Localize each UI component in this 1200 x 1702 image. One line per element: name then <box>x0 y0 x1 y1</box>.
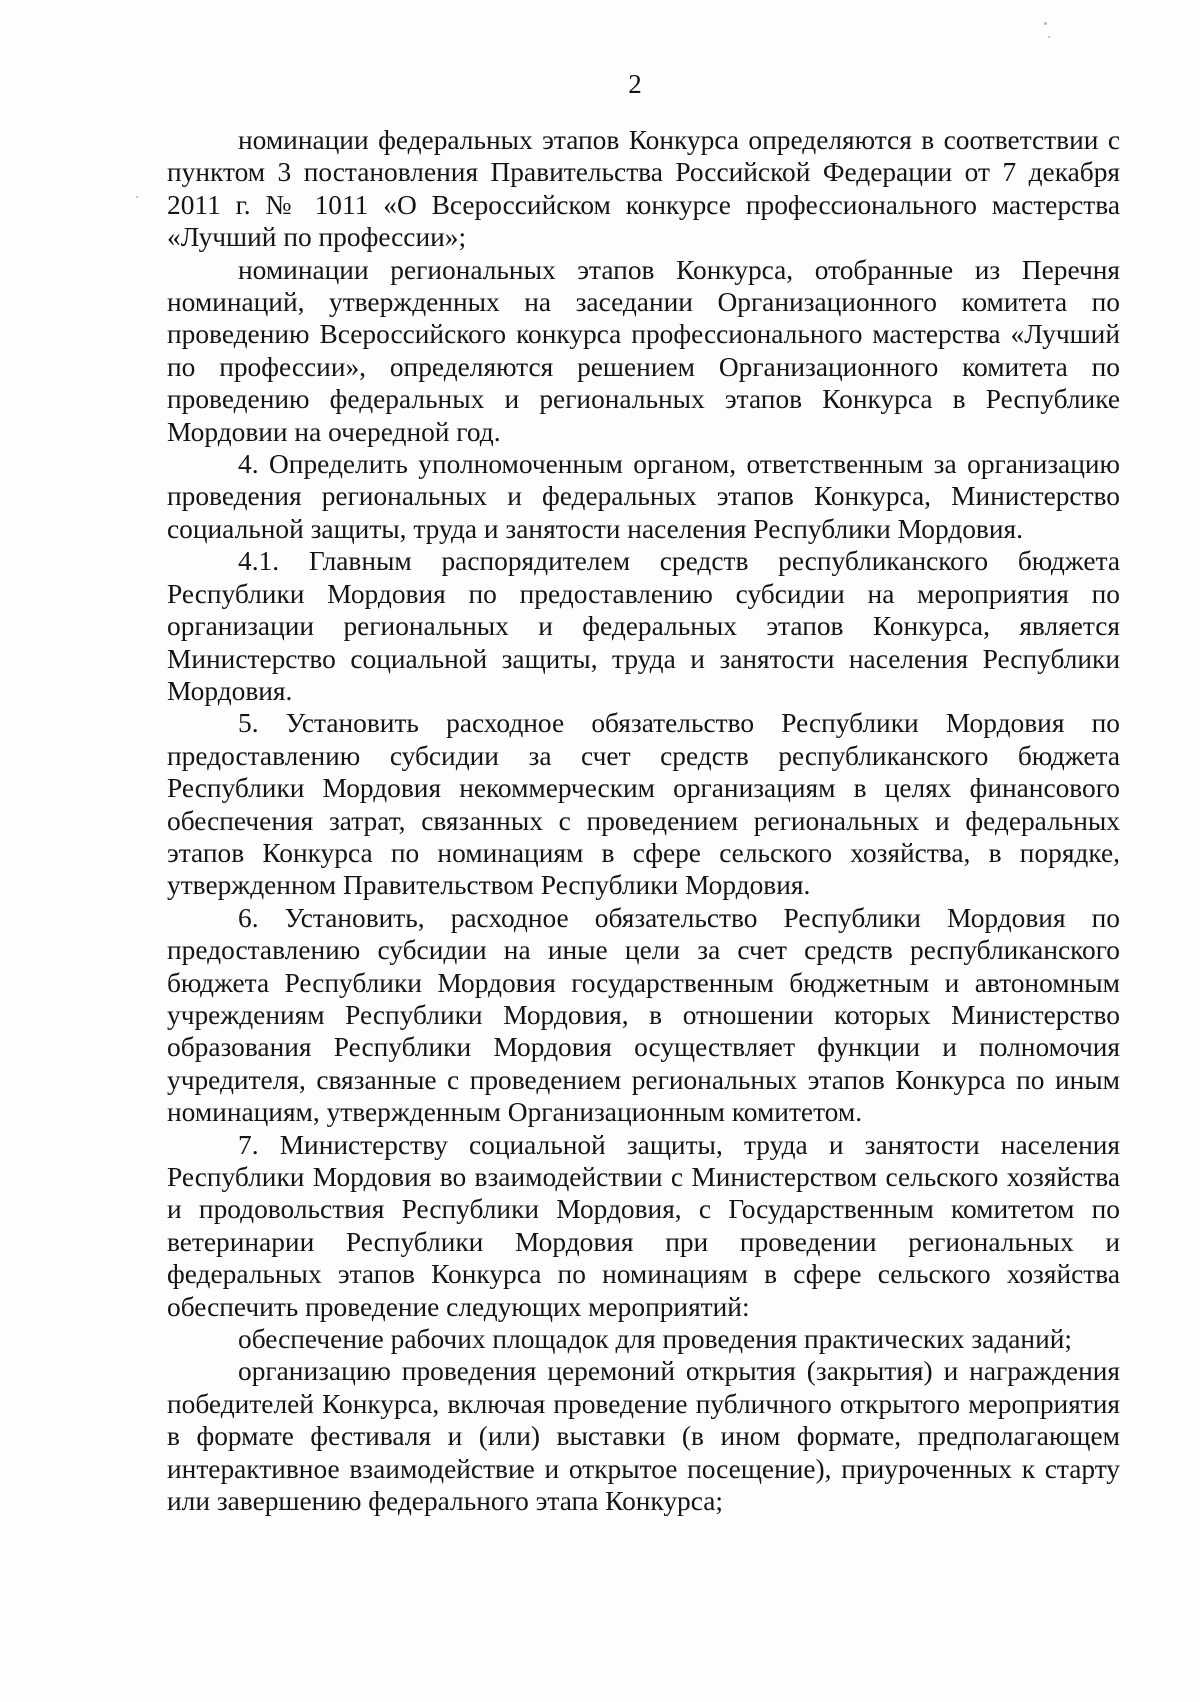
paragraph-work-sites: обеспечение рабочих площадок для проведения практических заданий; <box>238 1324 1073 1355</box>
paragraph-item-6: 6. Установить, расходное обязательство Республики Мордовия по предоставлению субсидии на иные цели за счет средств республиканского бюджета Республики Мордовия государственным бюджетным и автономным учреждениям Республики Мордовия, в отношении которых Министерство образования Республики Мордовия осуществляет функции и полномочия учредителя, связанные с проведением региональных этапов Конкурса по иным номинациям, утвержденным Организационным комитетом. <box>167 902 1120 1128</box>
paragraph-federal-nominations: номинации федеральных этапов Конкурса определяются в соответствии с пунктом 3 постановления Правительства Российской Федерации от 7 декабря 2011 г. № 1011 «О Всероссийском конкурсе профессионального мастерства «Лучший по профессии»; <box>167 125 1120 253</box>
paragraph-ceremonies: организацию проведения церемоний открытия (закрытия) и награждения победителей Конкурса, включая проведение публичного открытого мероприятия в формате фестиваля и (или) выставки (в ином формате, предполагающем интерактивное взаимодействие и открытое посещение), приуроченных к старту или завершению федерального этапа Конкурса; <box>167 1356 1120 1517</box>
paragraph-item-4-1: 4.1. Главным распорядителем средств республиканского бюджета Республики Мордовия по предоставлению субсидии на мероприятия по организации региональных и федеральных этапов Конкурса, является Министерство социальной защиты, труда и занятости населения Республики Мордовия. <box>167 546 1120 706</box>
paragraph-item-7: 7. Министерству социальной защиты, труда и занятости населения Республики Мордовия во взаимодействии с Министерством сельского хозяйства и продовольствия Республики Мордовия, с Государственным комитетом по ветеринарии Республики Мордовия при проведении региональных и федеральных этапов Конкурса по номинациям в сфере сельского хозяйства обеспечить проведение следующих мероприятий: <box>167 1129 1120 1322</box>
page-number: 2 <box>628 69 642 99</box>
paragraph-item-4: 4. Определить уполномоченным органом, ответственным за организацию проведения региональных и федеральных этапов Конкурса, Министерство социальной защиты, труда и занятости населения Республики Мордовия. <box>167 449 1120 544</box>
document-body <box>167 124 1120 1517</box>
paragraph-item-5: 5. Установить расходное обязательство Республики Мордовия по предоставлению субсидии за счет средств республиканского бюджета Республики Мордовия некоммерческим организациям в целях финансового обеспечения затрат, связанных с проведением региональных и федеральных этапов Конкурса по номинациям в сфере сельского хозяйства, в порядке, утвержденном Правительством Республики Мордовия. <box>167 708 1120 901</box>
paragraph-regional-nominations: номинации региональных этапов Конкурса, отобранные из Перечня номинаций, утвержденных на заседании Организационного комитета по проведению Всероссийского конкурса профессионального мастерства «Лучший по профессии», определяются решением Организационного комитета по проведению федеральных и региональных этапов Конкурса в Республике Мордовии на очередной год. <box>167 254 1120 447</box>
